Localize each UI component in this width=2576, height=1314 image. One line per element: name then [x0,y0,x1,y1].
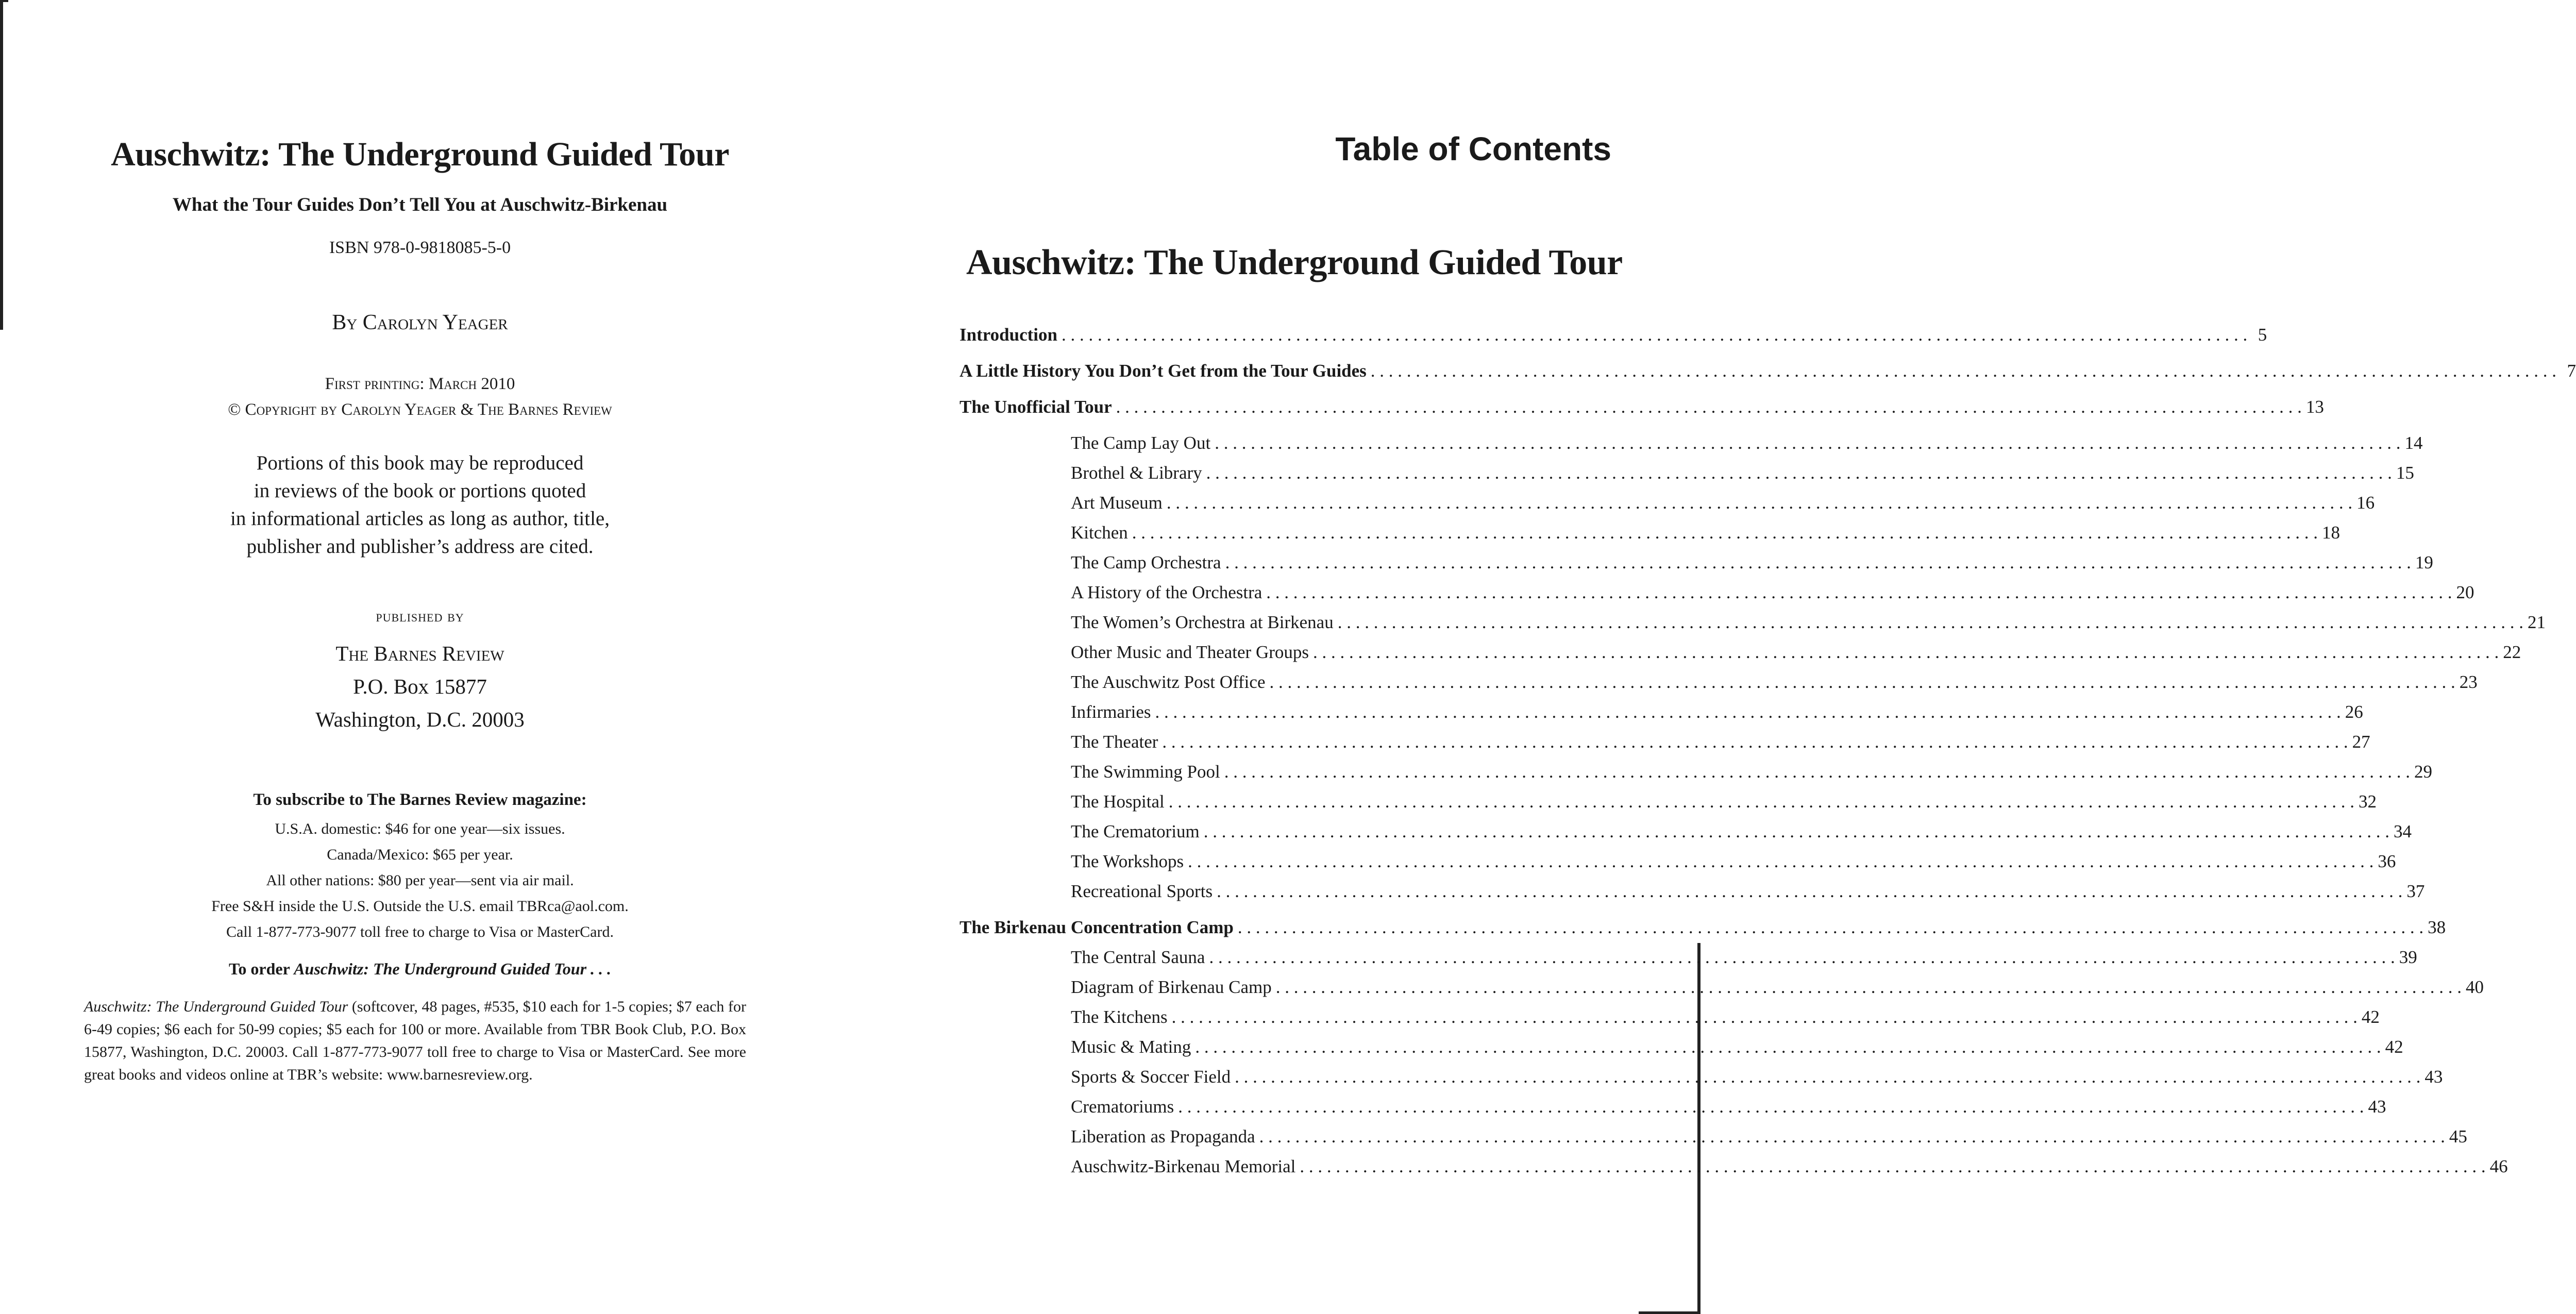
publisher-po-box: P.O. Box 15877 [353,675,487,698]
toc-entry-label: Diagram of Birkenau Camp [1071,977,1272,997]
toc-entry-label: Music & Mating [1071,1037,1191,1057]
toc-entry-label: The Camp Lay Out [1071,433,1211,453]
toc-subsection-row [1071,701,2363,723]
toc-section-row [959,360,2576,382]
toc-entry-label: The Camp Orchestra [1071,552,1221,572]
toc-page-number: 46 [2489,1156,2508,1176]
toc-dot-leader [1215,432,2400,454]
toc-page-number: 7 [2567,361,2576,381]
notice-line: in reviews of the book or portions quoted [254,480,586,502]
toc-page-number: 43 [2425,1067,2443,1087]
toc-page-number: 27 [2352,732,2370,752]
toc-dot-leader [1235,1066,2420,1088]
toc-page-number: 37 [2406,881,2425,901]
toc-page-number: 38 [2428,917,2446,937]
toc-subsection-row [1071,946,2417,969]
book-title: Auschwitz: The Underground Guided Tour [111,136,729,173]
subscribe-heading: To subscribe to The Barnes Review magazine: [253,790,587,809]
toc-section-row [959,916,2446,939]
toc-page-number: 40 [2466,977,2484,997]
copyright: © Copyright by Carolyn Yeager & The Barnes Review [228,400,612,419]
toc-entry-label: The Kitchens [1071,1007,1168,1027]
toc-subsection-row [1071,731,2370,753]
toc-subsection-row [1071,1006,2380,1029]
toc-dot-leader [1371,360,2556,382]
isbn: ISBN 978-0-9818085-5-0 [329,238,511,257]
toc-dot-leader [1259,1125,2445,1148]
toc-page-number: 22 [2503,642,2521,662]
toc-subsection-row [1071,761,2432,783]
order-details [84,996,746,1086]
toc-entry-label: The Hospital [1071,791,1165,812]
toc-dot-leader [1238,916,2423,939]
toc-dot-leader [1204,820,2389,843]
toc-dot-leader [1116,396,2302,418]
toc-subsection-row [1071,432,2423,454]
toc-dot-leader [1209,946,2395,969]
notice-line: Portions of this book may be reproduced [256,452,584,474]
toc-entry-label: The Auschwitz Post Office [1071,672,1266,692]
toc-subsection-row [1071,462,2414,484]
toc-page-number: 18 [2322,523,2341,543]
publisher-name: The Barnes Review [335,642,504,665]
toc-dot-leader [1132,521,2318,544]
toc-entry-label: Introduction [959,325,1057,345]
toc-entry-label: The Theater [1071,732,1158,752]
toc-entry-label: The Central Sauna [1071,947,1205,967]
toc-dot-leader [1195,1036,2381,1058]
toc-page-number: 29 [2414,762,2432,782]
toc-entry-label: Other Music and Theater Groups [1071,642,1309,662]
toc-page-number: 42 [2361,1007,2380,1027]
toc-page-number: 20 [2456,582,2474,602]
toc-subsection-row [1071,521,2341,544]
toc-entry-label: Crematoriums [1071,1097,1174,1117]
notice-line: in informational articles as long as author, title, [230,508,610,530]
toc-page-number: 26 [2345,702,2363,722]
toc-subsection-row [1071,1066,2443,1088]
toc-entry-label: Art Museum [1071,493,1163,513]
toc-subsection-row [1071,641,2521,664]
toc-subsection-row [1071,976,2484,999]
toc-subsection-row [1071,790,2377,813]
book-subtitle: What the Tour Guides Don’t Tell You at Auschwitz-Birkenau [172,194,668,215]
reproduction-notice [72,449,768,561]
toc-dot-leader [1188,850,2373,873]
right-page [845,0,2576,1314]
order-body-text: (softcover, 48 pages, #535, $10 each for 1-5 copies; $7 each for 6-49 copies; $6 each for 50-99 copies; $5 each for 100 or more. Available from TBR Book Club, P.O. Box 15877, Washington, D.C. 20003. Call 1-877-773-9077 toll free to charge to Visa or MasterCard. See more great books and videos online at TBR’s website: www.barnesreview.org. [84,998,746,1083]
toc-entry-label: The Crematorium [1071,821,1200,841]
order-heading [72,959,768,979]
toc-page-number: 42 [2385,1037,2403,1057]
order-heading-prefix: To order [228,959,294,978]
toc-page-number: 21 [2527,612,2546,632]
publisher-city: Washington, D.C. 20003 [315,707,525,731]
toc-section-row [959,324,2267,346]
toc-subsection-row [1071,492,2375,514]
toc-page-number: 36 [2378,851,2396,871]
toc-page-number: 19 [2415,552,2433,572]
toc-dot-leader [1155,701,2341,723]
toc-subsection-row [1071,551,2433,574]
toc-entry-label: A History of the Orchestra [1071,582,1262,602]
order-body-title: Auschwitz: The Underground Guided Tour [84,998,348,1015]
publisher-address [72,637,768,736]
toc-page-number: 14 [2404,433,2423,453]
toc-entry-label: The Unofficial Tour [959,397,1112,417]
toc-dot-leader [1206,462,2392,484]
subscribe-details [72,816,768,945]
toc-subsection-row [1071,1155,2508,1178]
toc-entry-label: The Birkenau Concentration Camp [959,917,1234,937]
toc-entry-label: The Swimming Pool [1071,762,1220,782]
toc-page-number: 13 [2305,397,2324,417]
toc-subsection-row [1071,611,2546,634]
toc-page-number: 16 [2356,493,2375,513]
order-heading-title: Auschwitz: The Underground Guided Tour . . . [294,959,612,978]
toc-page-number: 32 [2359,791,2377,812]
subscribe-line: Canada/Mexico: $65 per year. [327,846,513,863]
toc-dot-leader [1224,761,2410,783]
toc-subsection-row [1071,880,2425,903]
subscribe-line: U.S.A. domestic: $46 for one year—six issues. [275,820,565,837]
author-line: By Carolyn Yeager [332,311,508,334]
toc-dot-leader [1062,324,2247,346]
toc-dot-leader [1338,611,2523,634]
toc-subsection-row [1071,820,2412,843]
toc-entry-label: Liberation as Propaganda [1071,1126,1255,1147]
toc-page-number: 43 [2368,1097,2386,1117]
toc-page-number: 39 [2399,947,2417,967]
toc-entry-label: Infirmaries [1071,702,1151,722]
first-printing: First printing: March 2010 [325,375,515,393]
toc-entry-label: Brothel & Library [1071,463,1202,483]
toc-subsection-row [1071,581,2474,604]
toc-subsection-row [1071,671,2478,694]
toc-dot-leader [1269,671,2455,694]
left-page [0,0,845,1314]
toc-header: Table of Contents [1335,130,1611,167]
toc-dot-leader [1300,1155,2485,1178]
subscribe-line: All other nations: $80 per year—sent via air mail. [266,872,574,889]
toc-page-number: 15 [2396,463,2414,483]
toc-subsection-row [1071,1125,2467,1148]
toc-page-number: 34 [2394,821,2412,841]
toc-page-number: 45 [2449,1126,2467,1147]
toc-entry-label: A Little History You Don’t Get from the Tour Guides [959,361,1367,381]
toc-subsection-row [1071,850,2396,873]
toc-entry-label: Recreational Sports [1071,881,1213,901]
published-by-label: published by [376,607,464,625]
toc-dot-leader [1162,731,2348,753]
toc-entry-label: Auschwitz-Birkenau Memorial [1071,1156,1296,1176]
toc-subsection-row [1071,1096,2386,1118]
toc-dot-leader [1217,880,2402,903]
toc-dot-leader [1167,492,2352,514]
toc-entry-label: The Women’s Orchestra at Birkenau [1071,612,1334,632]
toc-section-row [959,396,2324,418]
toc-entry-label: Sports & Soccer Field [1071,1067,1231,1087]
toc-subsection-row [1071,1036,2403,1058]
notice-line: publisher and publisher’s address are cited. [246,535,594,558]
toc-entry-label: The Workshops [1071,851,1184,871]
toc-page-number: 23 [2459,672,2478,692]
toc-entry-label: Kitchen [1071,523,1128,543]
toc-dot-leader [1178,1096,2364,1118]
toc-dot-leader [1313,641,2499,664]
toc-dot-leader [1225,551,2411,574]
toc-dot-leader [1172,1006,2358,1029]
toc-book-title: Auschwitz: The Underground Guided Tour [966,243,1623,282]
printing-info [72,371,768,423]
toc-dot-leader [1169,790,2354,813]
subscribe-line: Call 1-877-773-9077 toll free to charge to Visa or MasterCard. [226,923,614,940]
toc-dot-leader [1276,976,2462,999]
toc-dot-leader [1266,581,2452,604]
toc-page-number: 5 [2258,325,2267,345]
subscribe-line: Free S&H inside the U.S. Outside the U.S. email TBRca@aol.com. [211,898,629,915]
